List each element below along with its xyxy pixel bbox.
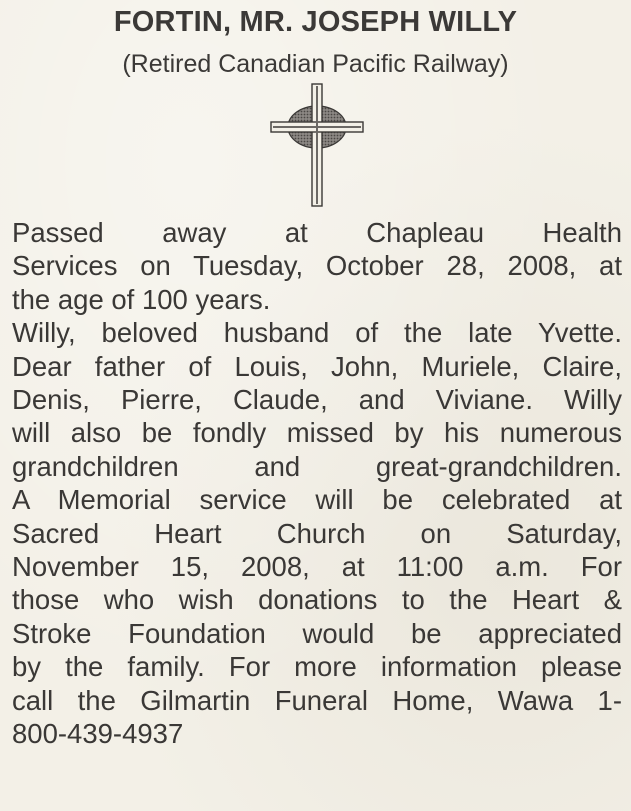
obituary-line: the age of 100 years. <box>12 283 271 315</box>
obituary-line: grandchildren and great-grandchildren. <box>12 450 622 482</box>
cross-icon <box>270 83 364 207</box>
obituary-line: A Memorial service will be celebrated at <box>12 484 622 516</box>
obituary-body <box>12 216 622 751</box>
obituary-line: will also be fondly missed by his numerous <box>12 417 622 449</box>
obituary-name-heading: FORTIN, MR. JOSEPH WILLY <box>113 6 518 38</box>
obituary-line: those who wish donations to the Heart & <box>12 584 622 616</box>
obituary-line: November 15, 2008, at 11:00 a.m. For <box>12 551 622 583</box>
obituary-subtitle: (Retired Canadian Pacific Railway) <box>122 50 509 78</box>
obituary-line: call the Gilmartin Funeral Home, Wawa 1- <box>12 684 622 716</box>
obituary-line: Passed away at Chapleau Health <box>12 217 622 248</box>
obituary-line: Sacred Heart Church on Saturday, <box>12 517 622 549</box>
obituary-line: Stroke Foundation would be appreciated <box>12 617 622 649</box>
obituary-line: by the family. For more information please <box>12 651 622 683</box>
obituary-line: Denis, Pierre, Claude, and Viviane. Willy <box>12 384 622 416</box>
obituary-line: Willy, beloved husband of the late Yvette. <box>12 317 622 349</box>
obituary-line: Services on Tuesday, October 28, 2008, at <box>12 250 622 282</box>
obituary-line: 800-439-4937 <box>12 718 184 750</box>
obituary-line: Dear father of Louis, John, Muriele, Claire, <box>12 350 622 382</box>
